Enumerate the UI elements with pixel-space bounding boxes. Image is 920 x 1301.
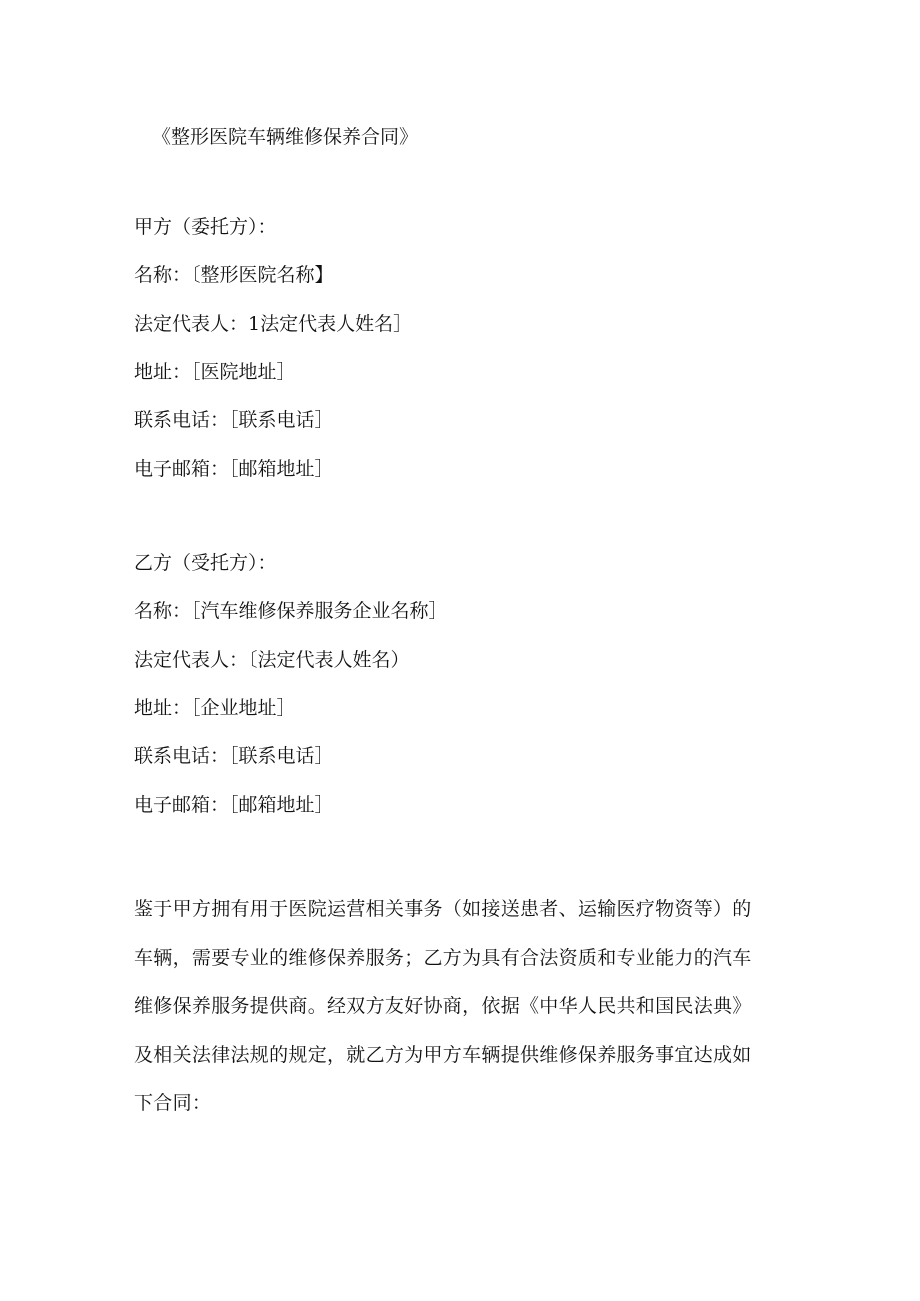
party-b-representative: 法定代表人：〔法定代表人姓名） <box>134 649 410 671</box>
preamble-paragraph <box>134 885 784 1128</box>
preamble-line: 下合同： <box>134 1092 212 1114</box>
party-a-name: 名称：〔整形医院名称】 <box>134 264 334 286</box>
preamble-line: 维修保养服务提供商。经双方友好协商，依据《中华人民共和国民法典》 <box>134 995 752 1017</box>
party-b-name: 名称：［汽车维修保养服务企业名称］ <box>134 600 448 622</box>
preamble-line: 及相关法律法规的规定，就乙方为甲方车辆提供维修保养服务事宜达成如 <box>134 1043 752 1066</box>
party-b-address: 地址：［企业地址］ <box>134 697 296 719</box>
party-a-email: 电子邮箱：［邮箱地址］ <box>134 458 334 480</box>
party-a-address: 地址：［医院地址］ <box>134 361 296 383</box>
party-a-representative: 法定代表人：1法定代表人姓名］ <box>134 313 413 335</box>
party-a-heading: 甲方（委托方）： <box>134 216 277 238</box>
preamble-line: 鉴于甲方拥有用于医院运营相关事务（如接送患者、运输医疗物资等）的 <box>134 898 752 920</box>
document-title: 《整形医院车辆维修保养合同》 <box>152 126 419 148</box>
party-b-email: 电子邮箱：［邮箱地址］ <box>134 794 334 816</box>
party-b-phone: 联系电话：［联系电话］ <box>134 745 334 767</box>
preamble-line: 车辆，需要专业的维修保养服务；乙方为具有合法资质和专业能力的汽车 <box>134 946 752 969</box>
party-b-heading: 乙方（受托方）： <box>134 552 277 574</box>
party-a-phone: 联系电话：［联系电话］ <box>134 409 334 431</box>
